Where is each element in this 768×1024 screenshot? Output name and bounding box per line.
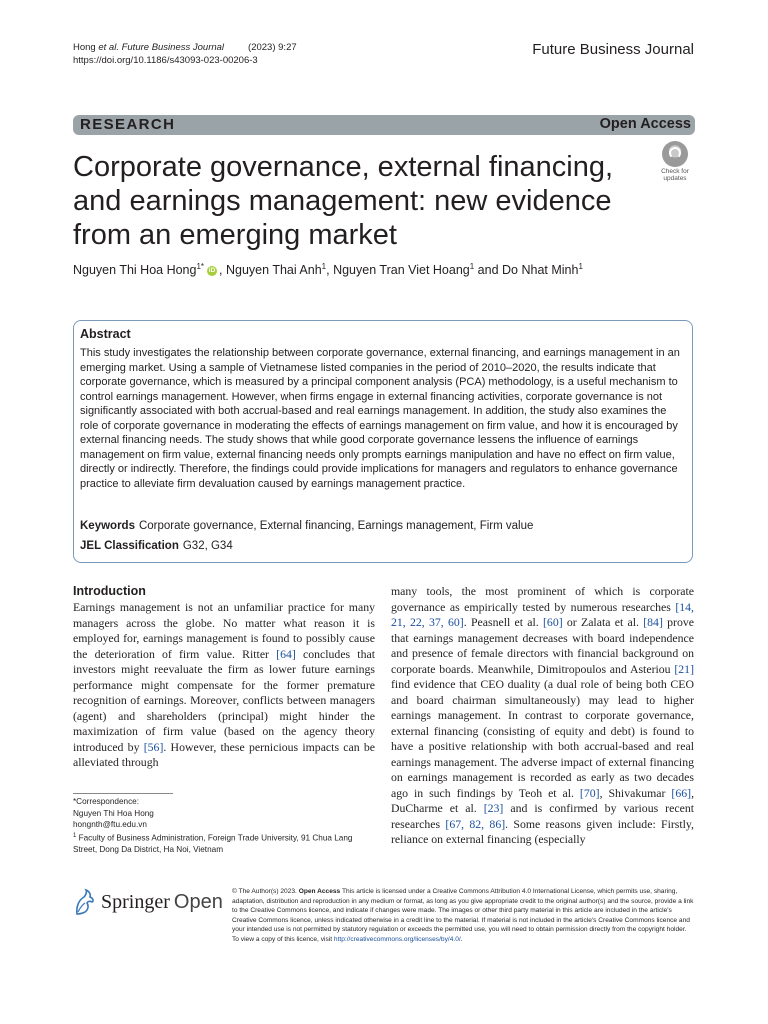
footnote-divider [73, 793, 173, 794]
journal-name: Future Business Journal [532, 41, 694, 58]
open-access-label: Open Access [599, 116, 691, 132]
abstract-heading: Abstract [80, 327, 131, 341]
body-text: . However, these pernicious impacts can be alleviated through [73, 739, 375, 769]
crossmark-line1: Check for [661, 168, 689, 175]
section-banner [73, 115, 695, 135]
author-1[interactable]: Nguyen Thi Hoa Hong$^{1*}$ [73, 261, 205, 277]
body-text: concludes that investors might reevaluate the firm as lower future earnings performance might compensate for the former premature recognition of earnings. Moreover, conflicts between managers (agent) and shareholders (principal) might hinder the maximization of firm value (based on the agency theory introduced by [73, 646, 375, 754]
keywords-value: Corporate governance, External financing, Earnings management, Firm value [138, 520, 534, 532]
citation-link[interactable]: [67, 82, 86] [445, 816, 506, 831]
author-sep: , [219, 263, 226, 277]
body-text: , Shivakumar [599, 785, 672, 800]
check-for-updates-button[interactable] [656, 141, 694, 182]
author-2[interactable]: Nguyen Thai Anh$^1$ [225, 261, 327, 277]
jel-label: JEL Classification [80, 540, 179, 552]
orcid-icon[interactable]: iD [208, 266, 216, 274]
body-text: , DuCharme et al. [391, 785, 695, 815]
correspondence-email[interactable]: hongnth@ftu.edu.vn [73, 820, 147, 829]
jel-classification [80, 540, 686, 552]
body-text: . Peasnell et al. [463, 615, 543, 629]
crossmark-icon [662, 141, 688, 167]
keywords-label: Keywords [80, 520, 135, 532]
body-text: or Zalata et al. [562, 615, 644, 629]
running-header [73, 41, 297, 67]
body-text: many tools, the most prominent of which is corporate governance as empirically tested by numerous researches [391, 584, 694, 614]
citation-link[interactable]: [60] [543, 615, 563, 629]
crossmark-line2: updates [663, 175, 687, 182]
header-year-page: (2023) 9:27 [248, 42, 297, 53]
header-journal: et al. Future Business Journal [98, 42, 225, 53]
correspondence-name: Nguyen Thi Hoa Hong [73, 808, 154, 818]
citation-link[interactable]: [56] [143, 739, 164, 754]
footnotes [73, 796, 373, 855]
header-authors: Hong [73, 42, 99, 53]
doi-link[interactable]: https://doi.org/10.1186/s43093-023-00206-3 [73, 55, 258, 66]
correspondence-label: *Correspondence: [73, 797, 139, 806]
abstract-text: This study investigates the relationship between corporate governance, external financing, and earnings management in an emerging market. Using a sample of Vietnamese listed companies in the period of 2010–2020, the results indicate that corporate governance, which is measured by a principal component analysis (PCA) methodology, is a useful mechanism to control earnings management. However, when firms engage in external financing activities, corporate governance is not significantly associated with both accrual-based and real earnings management. In addition, the study also examines the role of corporate governance in moderating the effects of earnings management on firm value, and how it is encouraged by external financing needs. The study shows that while good corporate governance lessens the influence of earnings management on firm value, external financing needs only prompts earnings manipulation and have no effect on firm value, directly or indirectly. Therefore, the findings could provide implications for managers and regulators to enhance governance practice to alleviate firm devaluation caused by earnings management practice. [80, 347, 680, 490]
author-list [73, 263, 713, 277]
citation-link[interactable]: [21] [674, 661, 694, 676]
jel-value: G32, G34 [182, 540, 233, 552]
body-column-left [73, 600, 375, 771]
citation-link[interactable]: [23] [483, 801, 504, 815]
body-text: and is confirmed by various recent researches [391, 801, 694, 831]
publisher-suffix: Open [173, 891, 223, 913]
author-4[interactable]: Do Nhat Minh$^1$ [502, 261, 583, 277]
citation-link[interactable]: [70] [579, 785, 600, 800]
license-text: © The Author(s) 2023. Open Access This article is licensed under a Creative Commons Attribution 4.0 International License, which permits use, sharing, adaptation, distribution and reproduction in any medium or format, as long as you give appropriate credit to the original author(s) and the source, provide a link to the Creative Commons licence, and indicate if changes were made. The images or other third party material in this article are included in the article's Creative Commons licence, unless indicated otherwise in a credit line to the material. If material is not included in the article's Creative Commons licence and your intended use is not permitted by statutory regulation or exceeds the permitted use, you will need to obtain permission directly from the copyright holder. To view a copy of this licence, visit http://creativecommons.org/licenses/by/4.0/. [232, 888, 694, 943]
affiliation: $^1$ Faculty of Business Administration, Foreign Trade University, 91 Chua Lang Street, Dong Da District, Ha Noi, Vietnam [73, 832, 353, 854]
body-text: . Some reasons given include: Firstly, reliance on external financing (especially [391, 816, 695, 846]
body-text: find evidence that CEO duality (a dual role of being both CEO and board chairman simultaneously) may lead to higher earnings management. In contrast to corporate governance, external financing (consisting of equity and debt) is found to have a positive relationship with both accrual-based and real earnings management. The adverse impact of external financing on earnings management is recorded as early as two decades ago in such findings by Teoh et al. [391, 677, 694, 800]
citation-link[interactable]: [84] [643, 615, 663, 629]
author-sep: , [326, 263, 334, 277]
publisher-name: Springer [101, 891, 170, 913]
section-label: RESEARCH [80, 116, 176, 133]
article-title: Corporate governance, external financing, and earnings management: new evidence from an emerging market [73, 151, 614, 251]
author-sep: and [474, 263, 503, 277]
springer-horse-icon [73, 888, 95, 916]
keywords [80, 520, 686, 532]
body-text: prove that earnings management decreases with board independence and presence of female directors with financial background on corporate boards. Meanwhile, Dimitropoulos and Asteriou [391, 615, 694, 676]
license-link[interactable]: http://creativecommons.org/licenses/by/4.0/ [333, 935, 461, 943]
citation-link[interactable]: [14, 21, 22, 37, 60] [391, 599, 694, 629]
body-text: Earnings management is not an unfamiliar practice for many managers across the globe. No matter what reason it is employed for, earnings management is found to possibly cause the deterioration of firm value. Ritter [73, 600, 375, 661]
citation-link[interactable]: [64] [276, 646, 296, 661]
citation-link[interactable]: [66] [671, 785, 692, 800]
body-column-right [391, 584, 694, 848]
author-3[interactable]: Nguyen Tran Viet Hoang$^1$ [333, 261, 475, 277]
introduction-heading: Introduction [73, 584, 146, 598]
